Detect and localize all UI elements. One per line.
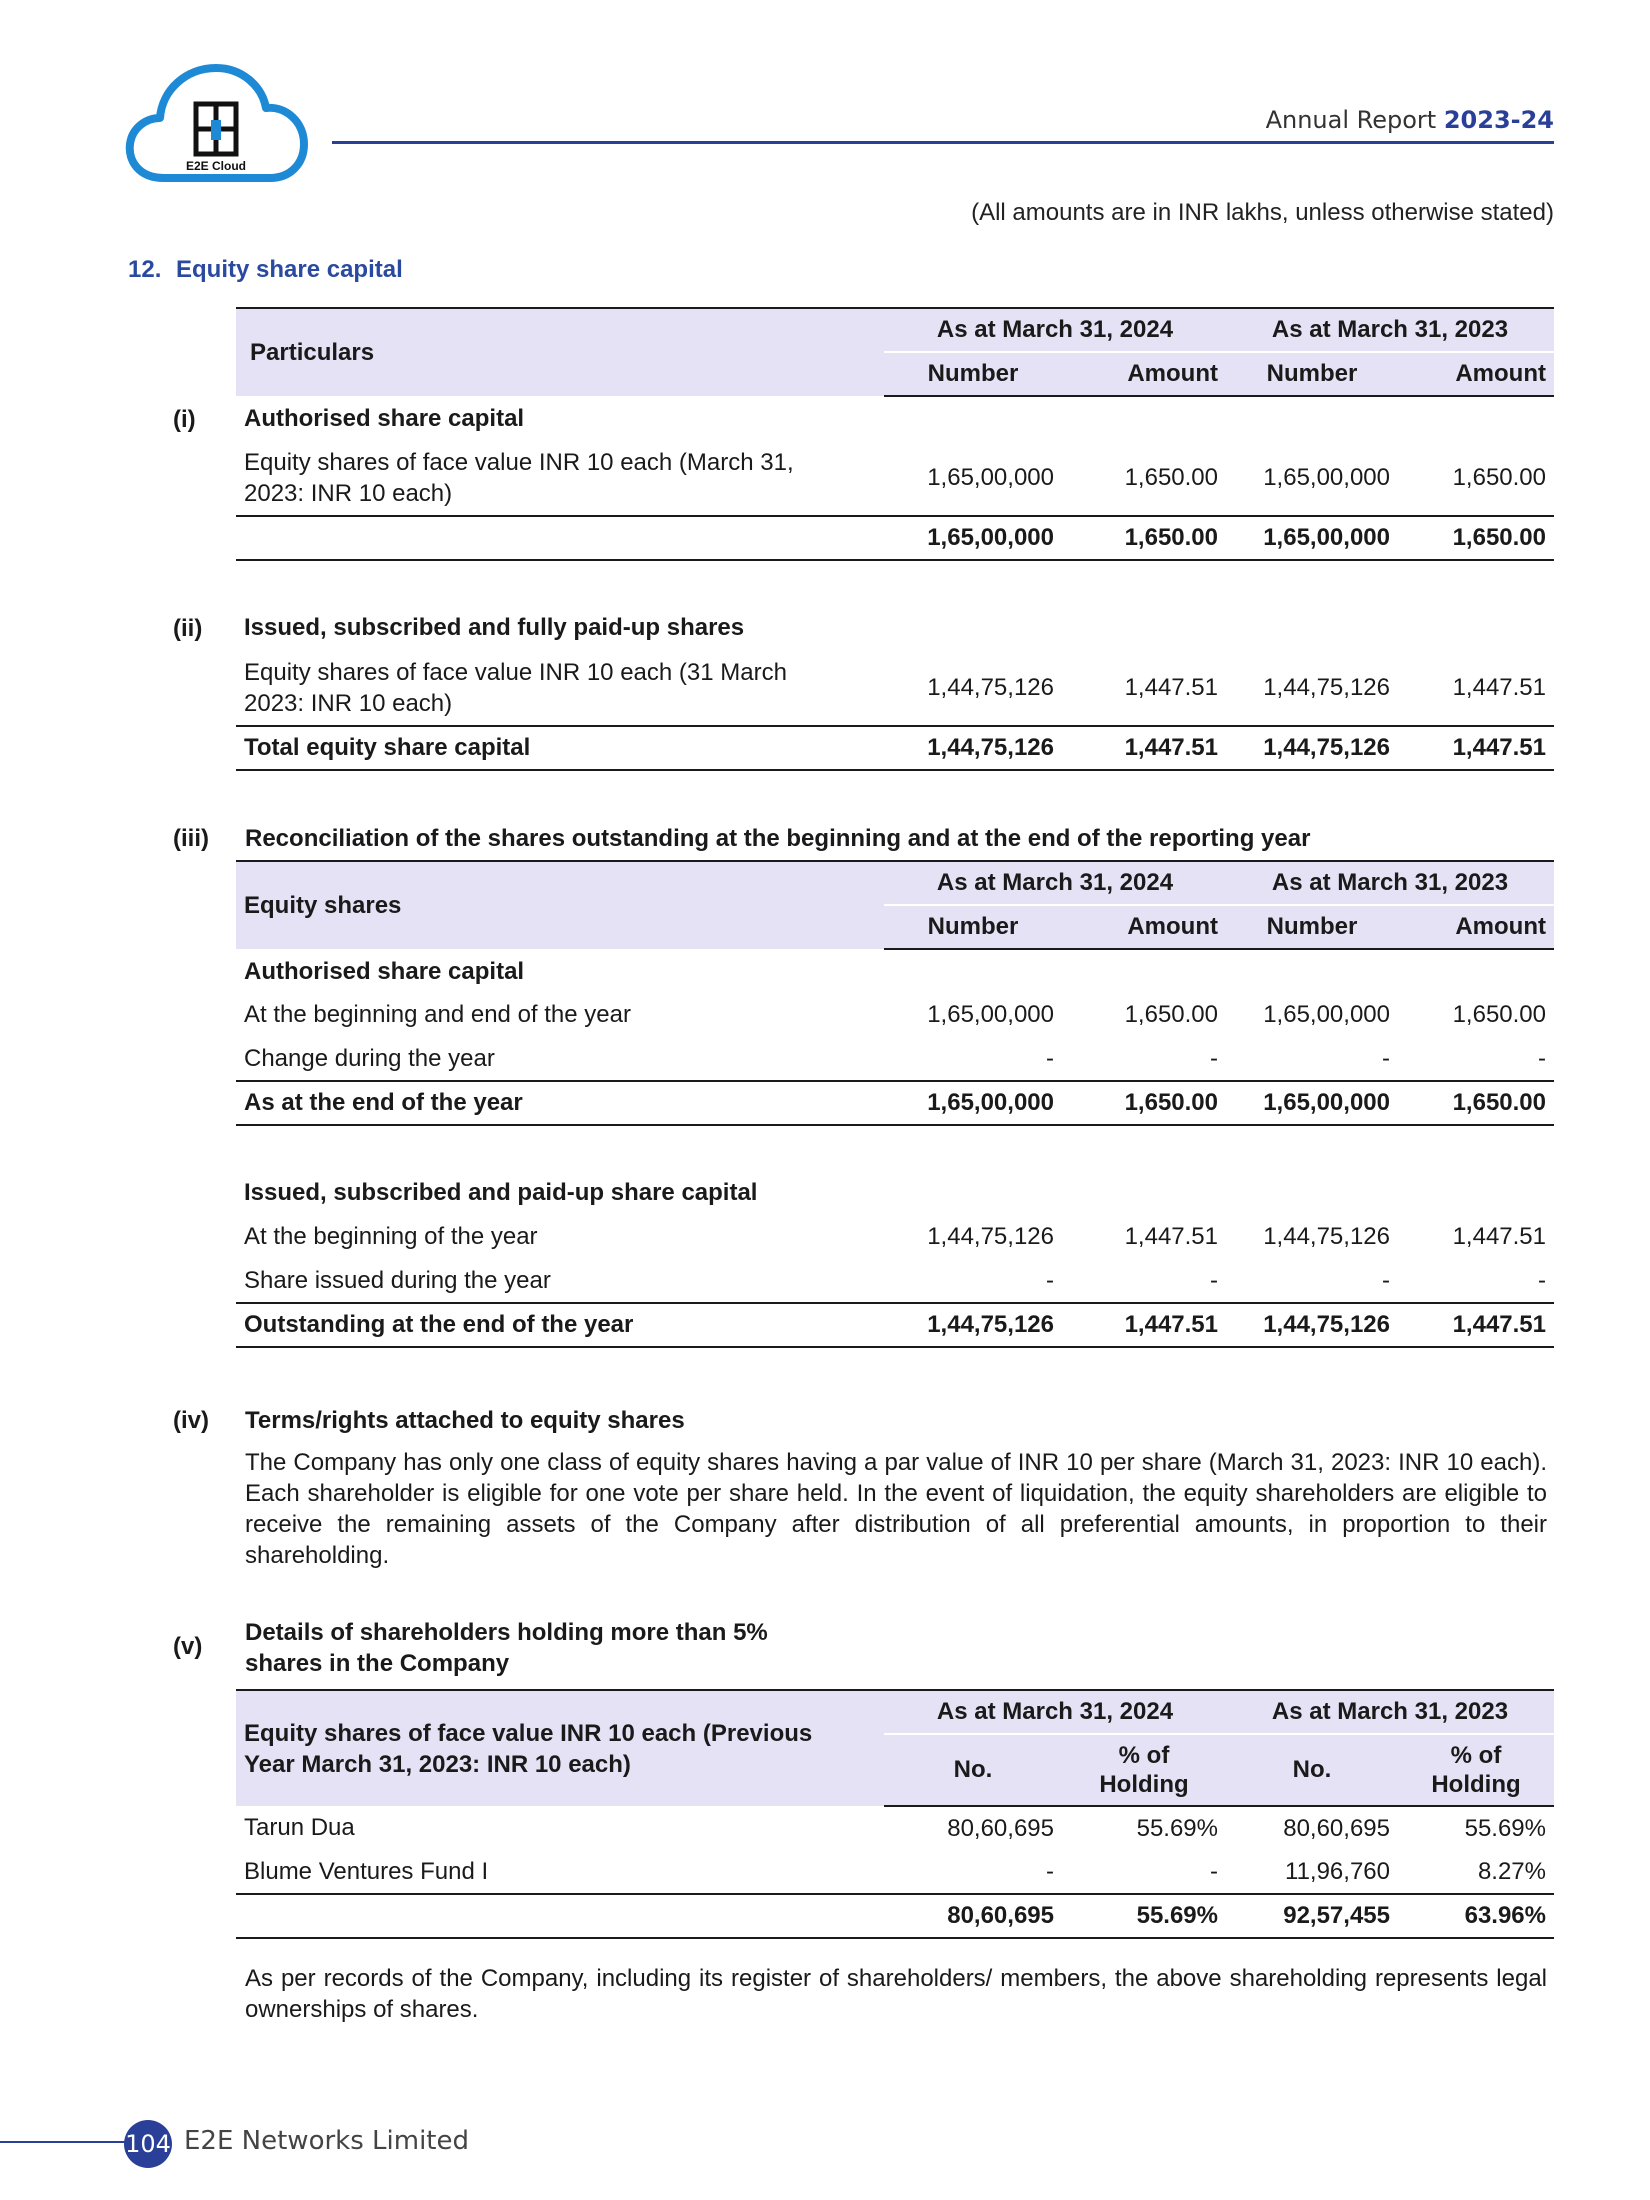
cell-value: 1,44,75,126 — [927, 673, 1054, 701]
total-row — [236, 1894, 1554, 1938]
cell-value: 1,447.51 — [1062, 726, 1226, 770]
cell-value: 1,447.51 — [1398, 1303, 1554, 1347]
label-v: (v) — [173, 1633, 203, 1660]
col-holding-2023-line2: Holding — [1431, 1771, 1521, 1798]
report-title-text: Annual Report — [1265, 106, 1437, 134]
col-number-2024: Number — [884, 905, 1062, 949]
cell-value: 1,650.00 — [1398, 1081, 1554, 1125]
footer-rule — [0, 2141, 126, 2143]
cell-value: 55.69% — [1136, 1814, 1218, 1842]
cell-value: 1,44,75,126 — [1263, 1223, 1390, 1250]
col-number-2024: Number — [884, 352, 1062, 396]
shareholding-note: As per records of the Company, including its register of shareholders/ members, the above shareholding represents legal ownerships of shares. — [245, 1965, 1547, 2023]
cell-value: 1,447.51 — [1398, 726, 1554, 770]
table-row — [236, 1037, 1554, 1081]
total-row — [236, 726, 1554, 770]
section-number: 12. — [128, 256, 162, 283]
cell-value: 1,65,00,000 — [927, 463, 1054, 491]
cell-value: 1,65,00,000 — [884, 516, 1062, 560]
row-label: As at the end of the year — [236, 1081, 884, 1125]
row-label — [236, 516, 884, 560]
cell-value: - — [1210, 1857, 1218, 1885]
total-row — [236, 1081, 1554, 1125]
cell-value: 55.69% — [1062, 1894, 1226, 1938]
cell-value: - — [1538, 1044, 1546, 1072]
cell-value: 1,65,00,000 — [884, 1081, 1062, 1125]
cell-value: 1,650.00 — [1452, 463, 1546, 491]
terms-paragraph: The Company has only one class of equity shares having a par value of INR 10 per share (March 31, 2023: INR 10 each). Each shareholder is eligible for one vote per share held. In the event of liquidation, the equity shareholders are eligible to receive the remaining assets of the Company after distribution of all preferential amounts, in proportion to their shareholding. — [245, 1449, 1547, 1569]
cell-value: - — [1046, 1857, 1054, 1885]
col-holding-2023 — [1398, 1734, 1554, 1806]
section-heading — [128, 256, 403, 284]
col-holding-2024-line1: % of — [1118, 1742, 1170, 1769]
row-label: Outstanding at the end of the year — [236, 1303, 884, 1347]
page-number: 104 — [124, 2120, 172, 2168]
row-heading: Authorised share capital — [244, 404, 525, 432]
shareholders-title — [245, 1617, 768, 1679]
row-label: Equity shares of face value INR 10 each (31 March 2023: INR 10 each) — [244, 658, 787, 717]
label-ii: (ii) — [173, 615, 203, 642]
total-row — [236, 516, 1554, 560]
cell-value: - — [1382, 1044, 1390, 1072]
col-amount-2024: Amount — [1062, 352, 1226, 396]
row-label: Tarun Dua — [244, 1814, 355, 1841]
row-label — [236, 1894, 884, 1938]
shareholders-table — [236, 1689, 1554, 1939]
table-row — [236, 1850, 1554, 1894]
col-no-2023: No. — [1226, 1734, 1398, 1806]
report-year: 2023-24 — [1443, 106, 1554, 134]
col-shareholder-line2: Year March 31, 2023: INR 10 each) — [244, 1750, 631, 1778]
cell-value: 80,60,695 — [947, 1814, 1054, 1842]
report-title — [1266, 106, 1554, 134]
col-equity-shares: Equity shares — [236, 861, 884, 949]
cell-value: 1,650.00 — [1062, 1081, 1226, 1125]
cell-value: 1,65,00,000 — [1226, 1081, 1398, 1125]
table-row — [236, 1259, 1554, 1303]
cell-value: 1,65,00,000 — [1226, 516, 1398, 560]
cell-value: 1,65,00,000 — [1263, 463, 1390, 491]
cell-value: 80,60,695 — [884, 1894, 1062, 1938]
row-heading: Issued, subscribed and paid-up share capital — [244, 1179, 758, 1206]
cell-value: 55.69% — [1464, 1814, 1546, 1842]
cell-value: 1,650.00 — [1062, 516, 1226, 560]
row-heading: Issued, subscribed and fully paid-up shares — [244, 614, 745, 641]
label-i: (i) — [173, 406, 196, 433]
row-label: Share issued during the year — [244, 1266, 551, 1294]
cell-value: 8.27% — [1477, 1857, 1546, 1885]
cell-value: 63.96% — [1398, 1894, 1554, 1938]
col-group-2023: As at March 31, 2023 — [1226, 308, 1554, 352]
logo-text: E2E Cloud — [185, 159, 247, 173]
col-group-2023: As at March 31, 2023 — [1226, 861, 1554, 905]
table-row — [236, 1215, 1554, 1259]
row-label: Change during the year — [244, 1044, 495, 1072]
cell-value: 1,44,75,126 — [1226, 726, 1398, 770]
col-holding-2024-line2: Holding — [1099, 1771, 1189, 1798]
cell-value: 1,447.51 — [1124, 1223, 1218, 1250]
reconciliation-title: Reconciliation of the shares outstanding at the beginning and at the end of the reporting year — [245, 825, 1311, 852]
table-row — [236, 993, 1554, 1037]
label-iii: (iii) — [173, 825, 209, 852]
col-amount-2023: Amount — [1398, 905, 1554, 949]
cell-value: 1,44,75,126 — [1226, 1303, 1398, 1347]
footer-company: E2E Networks Limited — [184, 2126, 469, 2156]
col-group-2024: As at March 31, 2024 — [884, 1690, 1226, 1734]
col-no-2024: No. — [884, 1734, 1062, 1806]
row-label: Blume Ventures Fund I — [244, 1857, 489, 1885]
shareholders-title-line1: Details of shareholders holding more than 5% — [245, 1619, 768, 1646]
shareholders-title-line2: shares in the Company — [245, 1650, 510, 1677]
cell-value: 1,650.00 — [1452, 1001, 1546, 1028]
cell-value: 1,650.00 — [1398, 516, 1554, 560]
col-holding-2023-line1: % of — [1450, 1742, 1502, 1769]
col-particulars: Particulars — [236, 308, 884, 396]
cell-value: 1,44,75,126 — [884, 726, 1062, 770]
cell-value: 92,57,455 — [1226, 1894, 1398, 1938]
row-label: Total equity share capital — [236, 726, 884, 770]
company-logo — [124, 60, 308, 188]
col-amount-2024: Amount — [1062, 905, 1226, 949]
cell-value: - — [1538, 1266, 1546, 1294]
table-row — [236, 650, 1554, 726]
cell-value: - — [1046, 1266, 1054, 1294]
total-row — [236, 1303, 1554, 1347]
col-shareholder — [236, 1690, 884, 1806]
cell-value: 1,447.51 — [1124, 673, 1218, 701]
cell-value: 1,447.51 — [1452, 1223, 1546, 1250]
terms-title: Terms/rights attached to equity shares — [245, 1407, 685, 1434]
cell-value: - — [1210, 1266, 1218, 1294]
col-group-2024: As at March 31, 2024 — [884, 308, 1226, 352]
col-group-2023: As at March 31, 2023 — [1226, 1690, 1554, 1734]
row-label: At the beginning of the year — [244, 1223, 538, 1250]
cell-value: 80,60,695 — [1283, 1814, 1390, 1842]
label-iv: (iv) — [173, 1407, 209, 1434]
cell-value: 11,96,760 — [1285, 1857, 1390, 1885]
cell-value: 1,447.51 — [1062, 1303, 1226, 1347]
col-number-2023: Number — [1226, 352, 1398, 396]
cell-value: 1,44,75,126 — [1263, 673, 1390, 701]
table-row — [236, 1806, 1554, 1850]
cell-value: 1,44,75,126 — [927, 1223, 1054, 1250]
cell-value: - — [1382, 1266, 1390, 1294]
cell-value: - — [1046, 1044, 1054, 1072]
row-heading: Authorised share capital — [244, 957, 525, 985]
cell-value: 1,650.00 — [1124, 1001, 1218, 1028]
reconciliation-table — [236, 860, 1554, 1348]
cell-value: - — [1210, 1044, 1218, 1072]
cell-value: 1,65,00,000 — [1263, 1001, 1390, 1028]
header-rule — [332, 141, 1554, 144]
row-label: At the beginning and end of the year — [244, 1001, 631, 1028]
col-holding-2024 — [1062, 1734, 1226, 1806]
cell-value: 1,447.51 — [1452, 673, 1546, 701]
authorised-issued-table — [236, 307, 1554, 771]
row-label: Equity shares of face value INR 10 each (March 31, 2023: INR 10 each) — [244, 448, 794, 507]
col-group-2024: As at March 31, 2024 — [884, 861, 1226, 905]
cell-value: 1,650.00 — [1124, 463, 1218, 491]
section-title: Equity share capital — [176, 256, 403, 283]
table-row — [236, 440, 1554, 516]
col-shareholder-line1: Equity shares of face value INR 10 each (Previous — [244, 1719, 813, 1747]
col-number-2023: Number — [1226, 905, 1398, 949]
cell-value: 1,65,00,000 — [927, 1001, 1054, 1028]
cell-value: 1,44,75,126 — [884, 1303, 1062, 1347]
amounts-note: (All amounts are in INR lakhs, unless otherwise stated) — [971, 199, 1554, 226]
col-amount-2023: Amount — [1398, 352, 1554, 396]
